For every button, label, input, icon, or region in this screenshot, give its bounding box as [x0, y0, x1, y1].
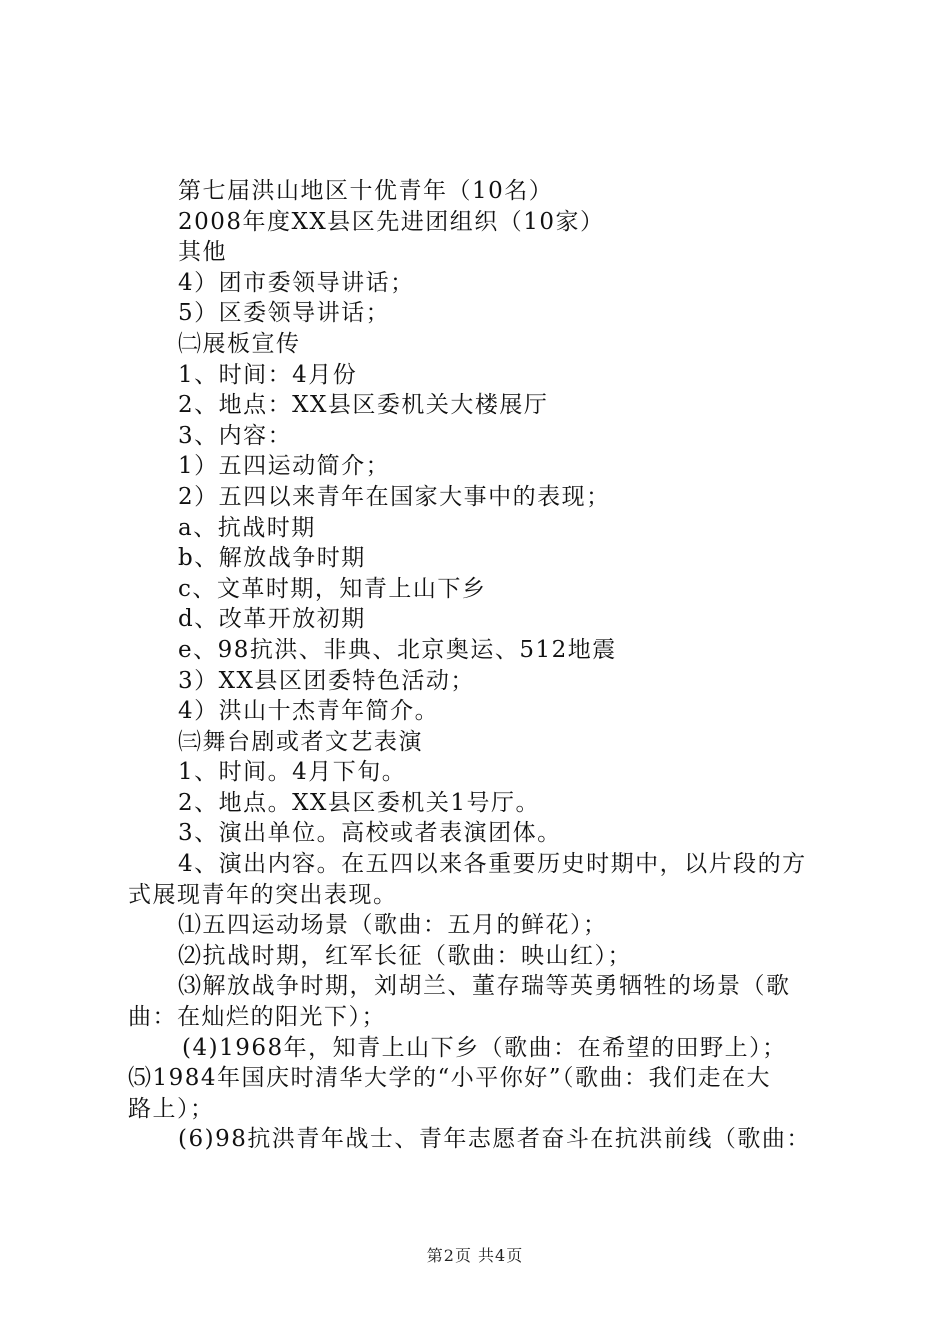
text-line: 2、地点。XX县区委机关1号厅。 [178, 789, 541, 816]
text-line: ⑸1984年国庆时清华大学的“小平你好”（歌曲：我们走在大 [128, 1065, 772, 1092]
text-line: ⑶解放战争时期，刘胡兰、董存瑞等英勇牺牲的场景（歌 [178, 973, 791, 1000]
text-line: 4、演出内容。在五四以来各重要历史时期中，以片段的方 [178, 851, 807, 878]
text-line: 2、地点：XX县区委机关大楼展厅 [178, 392, 549, 419]
text-line: a、抗战时期 [178, 514, 316, 541]
text-line: 2）五四以来青年在国家大事中的表现； [178, 483, 611, 510]
text-line: 2008年度XX县区先进团组织（10家） [178, 208, 605, 235]
text-line: 4）洪山十杰青年简介。 [178, 698, 440, 725]
text-line: c、文革时期，知青上山下乡 [178, 575, 487, 602]
text-line: 第七届洪山地区十优青年（10名） [178, 178, 554, 204]
text-line: ⑴五四运动场景（歌曲：五月的鲜花）； [178, 912, 608, 939]
text-line: (6)98抗洪青年战士、青年志愿者奋斗在抗洪前线（歌曲： [178, 1126, 811, 1153]
text-line: 式展现青年的突出表现。 [128, 881, 398, 908]
section-heading: ㈡展板宣传 [178, 330, 301, 357]
text-line: 1、时间。4月下旬。 [178, 759, 407, 786]
section-heading: ㈢舞台剧或者文艺表演 [178, 728, 423, 755]
text-line: 3）XX县区团委特色活动； [178, 667, 475, 694]
text-line: ⑵抗战时期，红军长征（歌曲：映山红）； [178, 942, 632, 969]
text-line: e、98抗洪、非典、北京奥运、512地震 [178, 636, 617, 663]
text-line: 1、时间：4月份 [178, 361, 358, 388]
text-line: d、改革开放初期 [178, 606, 366, 633]
text-line: 曲：在灿烂的阳光下）； [128, 1004, 386, 1031]
page-footer: 第2页 共4页 [426, 1246, 524, 1265]
text-line: 其他 [178, 239, 227, 266]
text-line: 4）团市委领导讲话； [178, 269, 415, 296]
text-line: (4)1968年，知青上山下乡（歌曲：在希望的田野上）； [182, 1034, 787, 1061]
document-body [128, 176, 828, 1155]
text-line: 3、内容： [178, 422, 293, 449]
text-line: 1）五四运动简介； [178, 453, 391, 480]
text-line: b、解放战争时期 [178, 545, 366, 572]
text-line: 5）区委领导讲话； [178, 300, 391, 327]
text-line: 路上）； [128, 1095, 215, 1122]
text-line: 3、演出单位。高校或者表演团体。 [178, 820, 562, 847]
